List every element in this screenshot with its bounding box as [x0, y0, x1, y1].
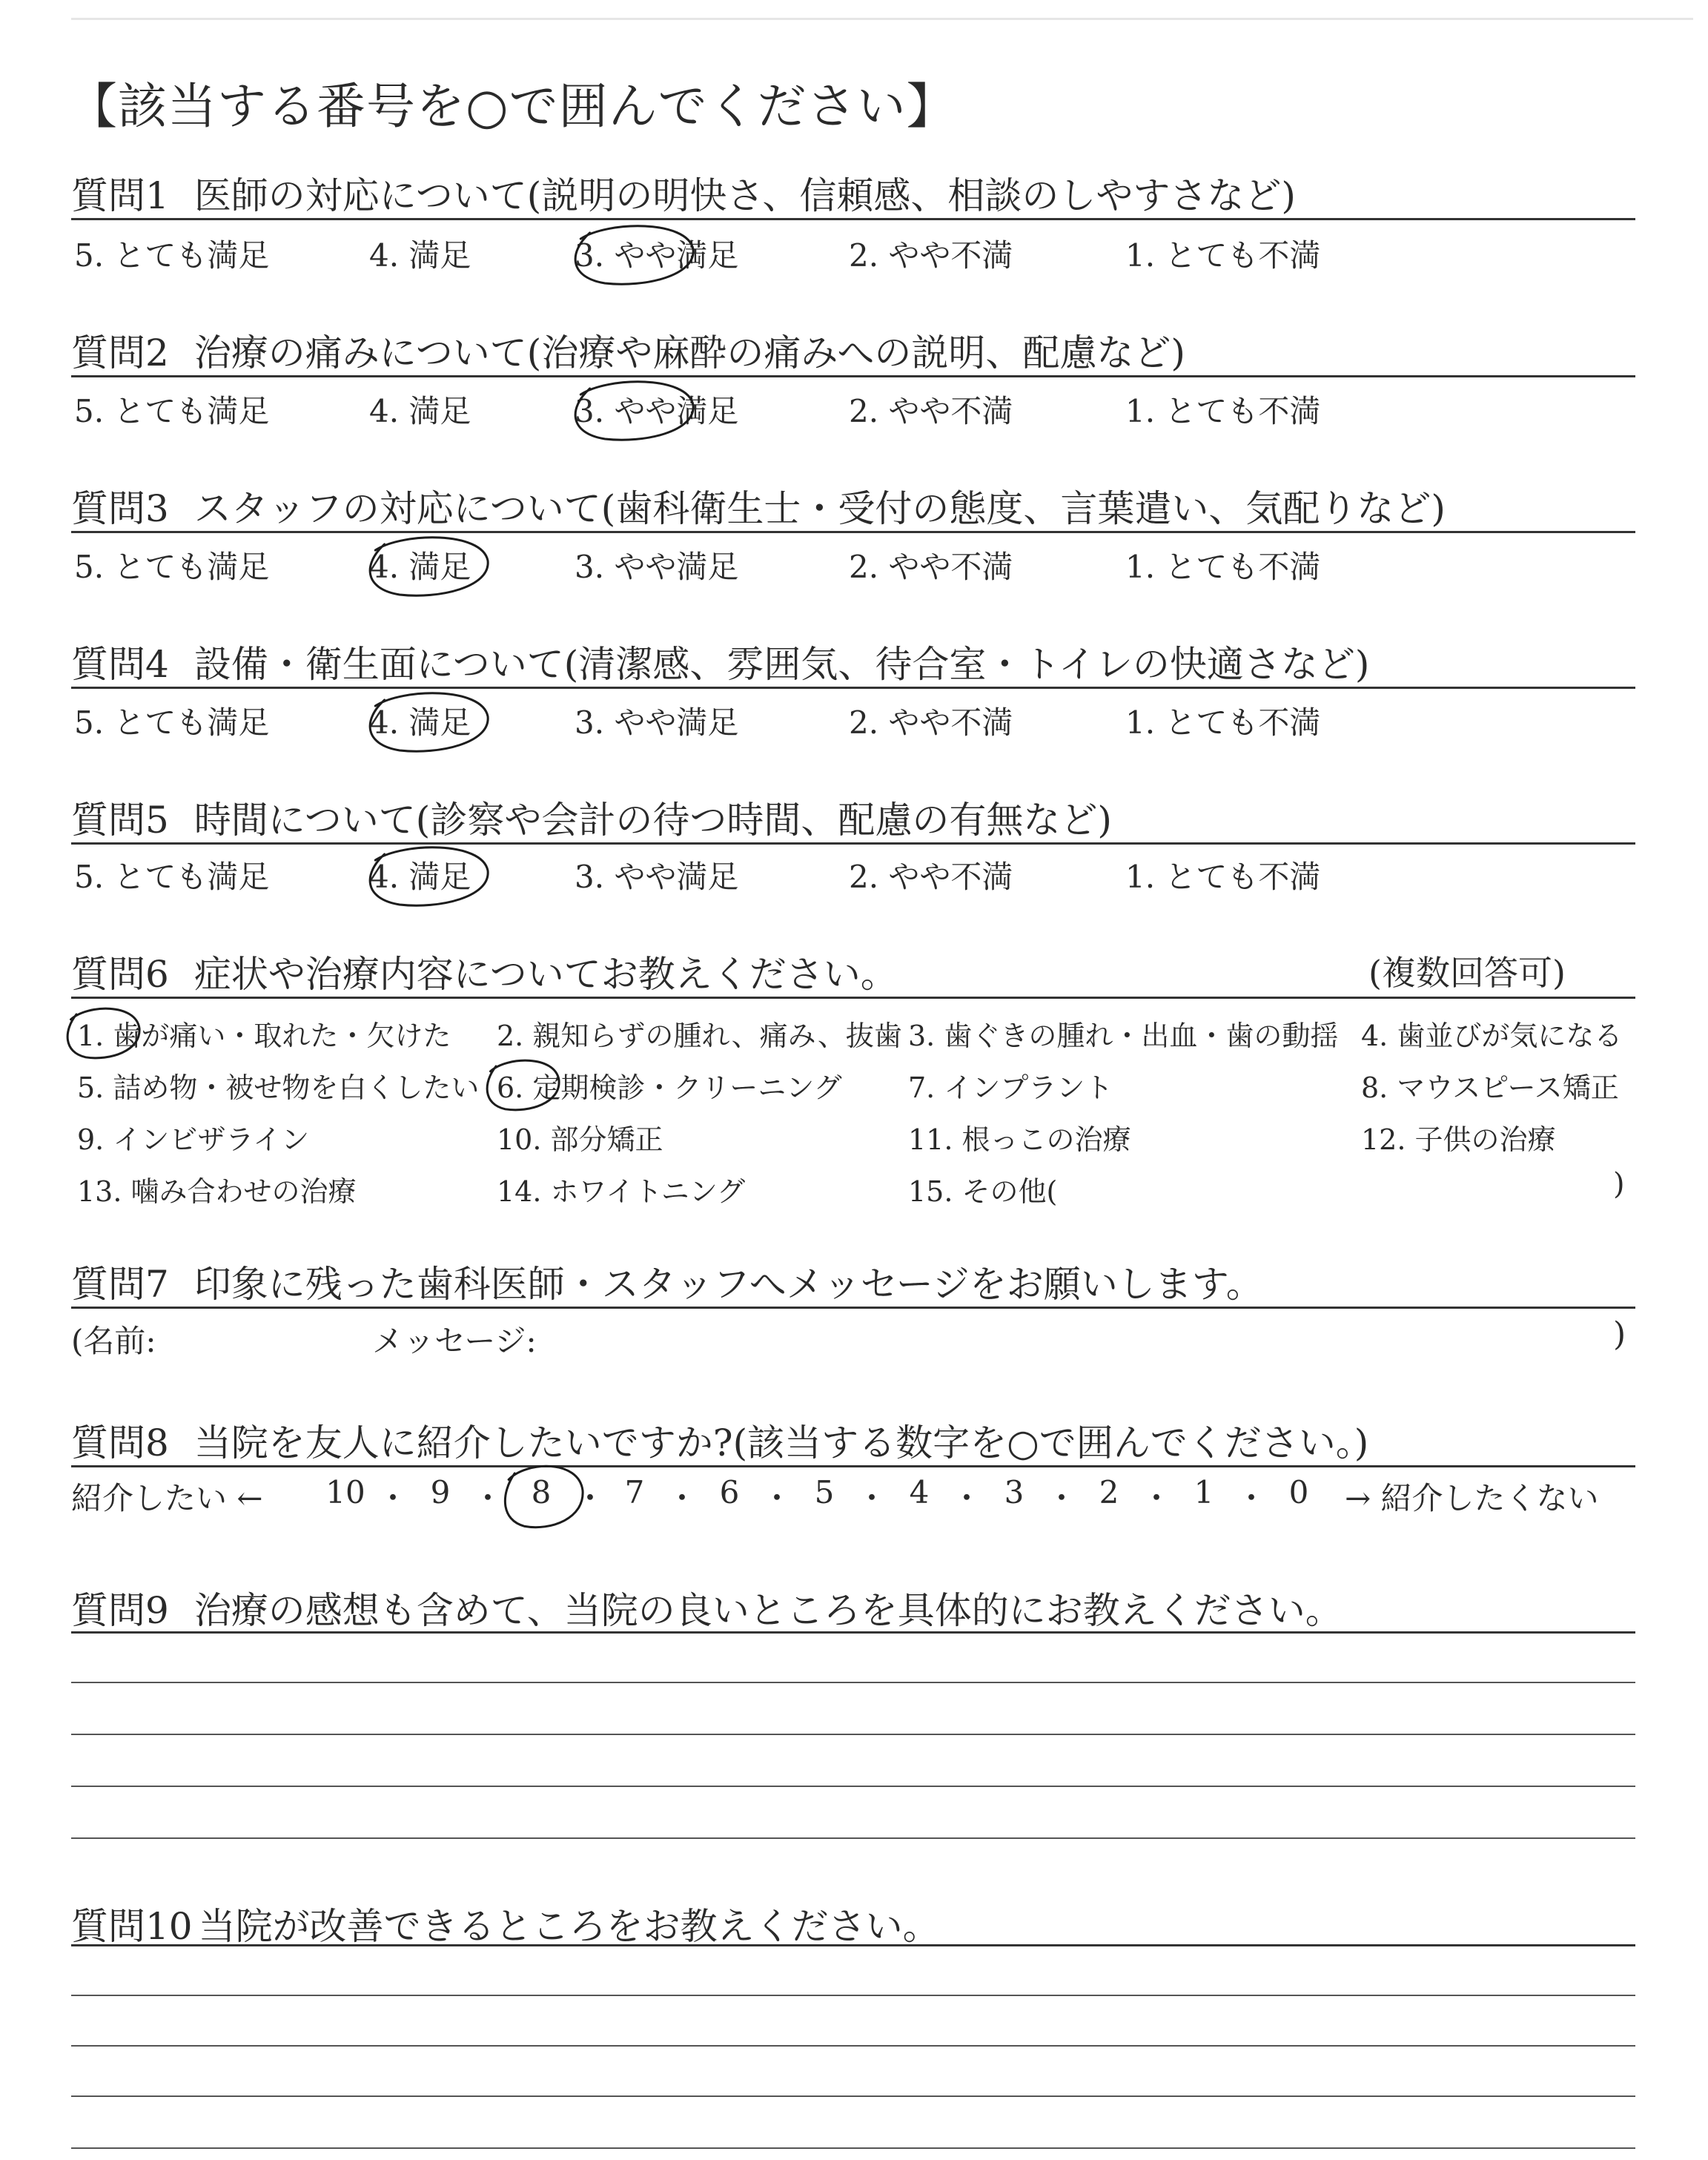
q5-option-4[interactable]: 4. 満足 [369, 859, 471, 895]
q10-answer-line[interactable] [71, 2095, 1635, 2097]
q7-message-label: メッセージ: [372, 1323, 537, 1359]
q8-left-label: 紹介したい ← [71, 1480, 263, 1516]
q8-text: 当院を友人に紹介したいですか?(該当する数字を○で囲んでください。) [193, 1421, 1369, 1464]
q4-option-2[interactable]: 2. やや不満 [849, 704, 1013, 741]
q10-answer-line[interactable] [71, 2147, 1635, 2149]
q8-scale-0[interactable]: 0 [1288, 1474, 1309, 1510]
q8-scale-sep: ・ [950, 1480, 983, 1516]
q8-scale-10[interactable]: 10 [325, 1474, 365, 1510]
q9-answer-line[interactable] [71, 1734, 1635, 1735]
q1-option-4[interactable]: 4. 満足 [369, 237, 471, 274]
q2-text: 治療の痛みについて(治療や麻酔の痛みへの説明、配慮など) [193, 331, 1185, 374]
q8-scale-sep: ・ [761, 1480, 793, 1516]
q8-scale-sep: ・ [471, 1480, 504, 1516]
q4-rule [71, 687, 1635, 689]
q8-title [71, 1413, 1368, 1467]
q4-title [71, 635, 1369, 688]
page-top-edge [71, 18, 1693, 20]
q3-title [71, 479, 1446, 532]
q5-option-1[interactable]: 1. とても不満 [1125, 859, 1321, 895]
q8-scale-2[interactable]: 2 [1099, 1474, 1119, 1510]
q4-option-4[interactable]: 4. 満足 [369, 704, 471, 741]
q8-scale-6[interactable]: 6 [719, 1474, 740, 1510]
q7-title [71, 1255, 1263, 1308]
q4-option-3[interactable]: 3. やや満足 [575, 704, 739, 741]
q6-option-15[interactable]: 15. その他( [908, 1175, 1058, 1208]
q8-scale-sep: ・ [574, 1480, 606, 1516]
q7-rule [71, 1307, 1635, 1309]
q2-option-3[interactable]: 3. やや満足 [575, 393, 739, 429]
q3-option-5[interactable]: 5. とても満足 [74, 549, 270, 585]
q10-text: 当院が改善できるところをお教えください。 [198, 1905, 940, 1948]
q10-number: 質問10 [71, 1905, 193, 1948]
q6-multiple-answer-note: (複数回答可) [1368, 953, 1566, 993]
q6-option-1[interactable]: 1. 歯が痛い・取れた・欠けた [77, 1020, 451, 1052]
q8-scale-1[interactable]: 1 [1194, 1474, 1214, 1510]
q10-answer-line[interactable] [71, 1995, 1635, 1996]
q6-option-5[interactable]: 5. 詰め物・被せ物を白くしたい [77, 1071, 480, 1104]
q9-answer-line[interactable] [71, 1786, 1635, 1787]
q8-scale-9[interactable]: 9 [430, 1474, 451, 1510]
q6-option-9[interactable]: 9. インビザライン [77, 1123, 310, 1156]
q6-rule [71, 997, 1635, 999]
q5-option-2[interactable]: 2. やや不満 [849, 859, 1013, 895]
q3-option-2[interactable]: 2. やや不満 [849, 549, 1013, 585]
q8-scale-sep: ・ [855, 1480, 888, 1516]
q6-title [71, 945, 898, 998]
q8-scale-sep: ・ [1235, 1480, 1268, 1516]
q8-scale-4[interactable]: 4 [909, 1474, 930, 1510]
q1-option-2[interactable]: 2. やや不満 [849, 237, 1013, 274]
q9-title [71, 1581, 1343, 1634]
q8-scale-5[interactable]: 5 [814, 1474, 835, 1510]
q5-option-5[interactable]: 5. とても満足 [74, 859, 270, 895]
q9-text: 治療の感想も含めて、当院の良いところを具体的にお教えください。 [193, 1589, 1343, 1632]
q6-option-6[interactable]: 6. 定期検診・クリーニング [497, 1071, 842, 1104]
q2-option-2[interactable]: 2. やや不満 [849, 393, 1013, 429]
q8-right-label: → 紹介したくない [1345, 1480, 1599, 1516]
q10-answer-line[interactable] [71, 2045, 1635, 2047]
q8-rule [71, 1465, 1635, 1467]
q7-text: 印象に残った歯科医師・スタッフへメッセージをお願いします。 [193, 1263, 1263, 1306]
q4-number: 質問4 [71, 643, 169, 686]
q1-number: 質問1 [71, 174, 169, 217]
q9-answer-line[interactable] [71, 1682, 1635, 1683]
q2-title [71, 323, 1185, 377]
q6-option-14[interactable]: 14. ホワイトニング [497, 1175, 746, 1208]
q3-rule [71, 531, 1635, 533]
q3-number: 質問3 [71, 487, 169, 530]
q6-other-close-paren: ) [1613, 1167, 1625, 1201]
q8-scale-sep: ・ [1045, 1480, 1078, 1516]
q8-number: 質問8 [71, 1421, 169, 1464]
q7-close-paren: ) [1613, 1315, 1626, 1353]
q4-option-5[interactable]: 5. とても満足 [74, 704, 270, 741]
q1-title [71, 166, 1296, 219]
q6-number: 質問6 [71, 953, 169, 996]
q3-option-1[interactable]: 1. とても不満 [1125, 549, 1321, 585]
q6-option-2[interactable]: 2. 親知らずの腫れ、痛み、抜歯 [497, 1020, 902, 1052]
q8-scale-7[interactable]: 7 [624, 1474, 645, 1510]
q8-scale-sep: ・ [377, 1480, 409, 1516]
q2-rule [71, 375, 1635, 377]
q2-number: 質問2 [71, 331, 169, 374]
q7-name-label: (名前: [71, 1323, 156, 1359]
q2-option-5[interactable]: 5. とても満足 [74, 393, 270, 429]
q6-option-13[interactable]: 13. 噛み合わせの治療 [77, 1175, 357, 1208]
q4-option-1[interactable]: 1. とても不満 [1125, 704, 1321, 741]
q9-number: 質問9 [71, 1589, 169, 1632]
q3-option-3[interactable]: 3. やや満足 [575, 549, 739, 585]
q7-number: 質問7 [71, 1263, 169, 1306]
q1-option-1[interactable]: 1. とても不満 [1125, 237, 1321, 274]
q3-text: スタッフの対応について(歯科衛生士・受付の態度、言葉遣い、気配りなど) [193, 487, 1446, 530]
q5-number: 質問5 [71, 799, 169, 842]
q5-title [71, 790, 1112, 844]
form-title: 【該当する番号を○で囲んでください】 [68, 78, 956, 135]
q2-option-4[interactable]: 4. 満足 [369, 393, 471, 429]
q3-option-4[interactable]: 4. 満足 [369, 549, 471, 585]
q1-rule [71, 218, 1635, 220]
q6-option-3[interactable]: 3. 歯ぐきの腫れ・出血・歯の動揺 [908, 1020, 1339, 1052]
q8-scale-3[interactable]: 3 [1004, 1474, 1025, 1510]
q2-option-1[interactable]: 1. とても不満 [1125, 393, 1321, 429]
q8-scale-8[interactable]: 8 [531, 1474, 552, 1510]
q6-text: 症状や治療内容についてお教えください。 [193, 953, 898, 996]
q9-answer-line[interactable] [71, 1631, 1635, 1634]
q1-option-3[interactable]: 3. やや満足 [575, 237, 739, 274]
q5-rule [71, 842, 1635, 845]
q6-option-8[interactable]: 8. マウスピース矯正 [1361, 1071, 1619, 1104]
q5-text: 時間について(診察や会計の待つ時間、配慮の有無など) [193, 799, 1112, 842]
q8-scale-sep: ・ [666, 1480, 698, 1516]
q10-answer-line[interactable] [71, 1944, 1635, 1946]
q6-option-10[interactable]: 10. 部分矯正 [497, 1123, 663, 1156]
q1-text: 医師の対応について(説明の明快さ、信頼感、相談のしやすさなど) [193, 174, 1296, 217]
q9-answer-line[interactable] [71, 1837, 1635, 1839]
q6-option-12[interactable]: 12. 子供の治療 [1361, 1123, 1556, 1156]
q8-scale-sep: ・ [1140, 1480, 1173, 1516]
q10-title [71, 1897, 940, 1950]
q6-option-11[interactable]: 11. 根っこの治療 [908, 1123, 1131, 1156]
q6-option-7[interactable]: 7. インプラント [908, 1071, 1113, 1104]
q1-option-5[interactable]: 5. とても満足 [74, 237, 270, 274]
q6-option-4[interactable]: 4. 歯並びが気になる [1361, 1020, 1623, 1052]
q4-text: 設備・衛生面について(清潔感、雰囲気、待合室・トイレの快適さなど) [193, 643, 1370, 686]
q5-option-3[interactable]: 3. やや満足 [575, 859, 739, 895]
